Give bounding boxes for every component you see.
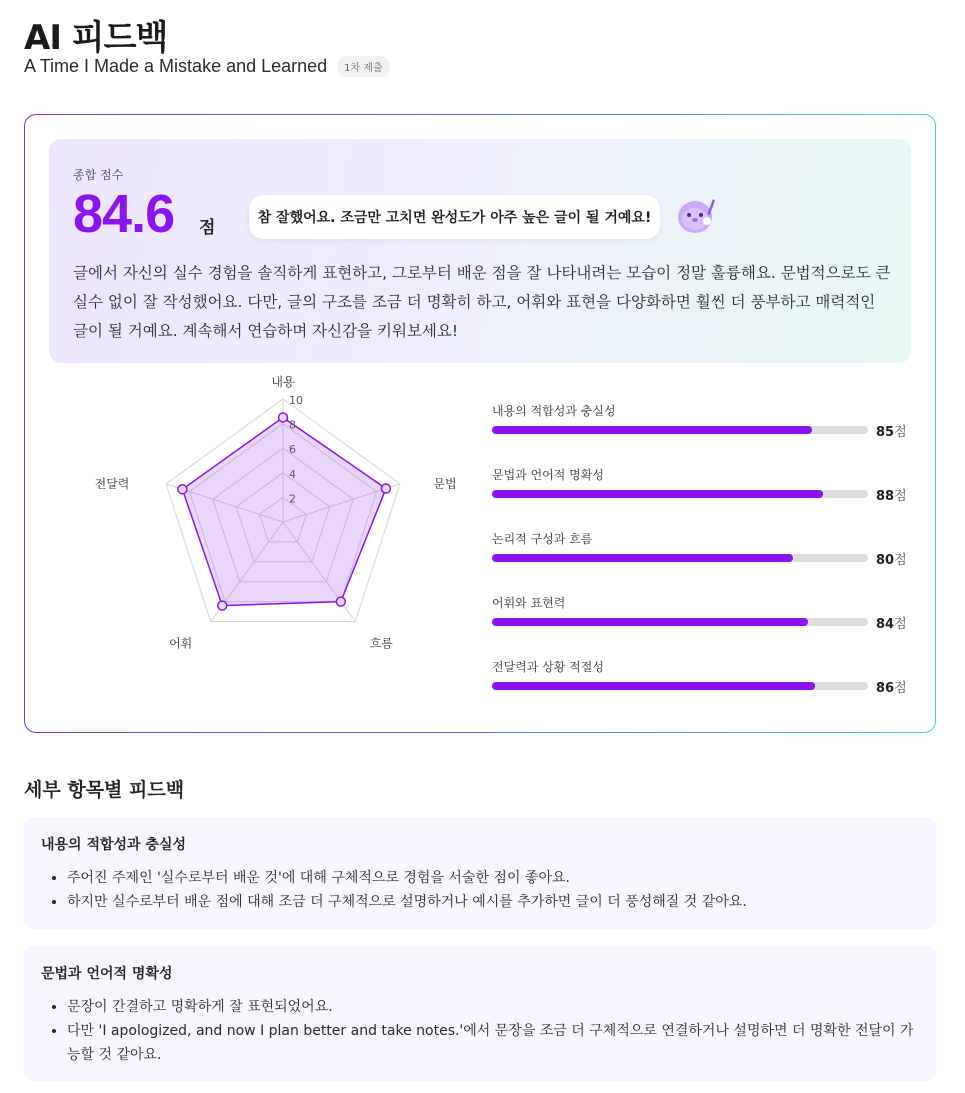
score-bar-fill — [492, 426, 812, 434]
purple-mascot-icon — [675, 191, 721, 237]
list-item: • 다만 'I apologized, and now I plan better and take notes.'에서 문장을 조금 더 구체적으로 연결하거나 설명하면 더 명확한 전달이 가능할 것 같아요. — [67, 1019, 919, 1067]
list-item: • 하지만 실수로부터 배운 점에 대해 조금 더 구체적으로 설명하거나 예시를 추가하면 글이 더 풍성해질 것 같아요. — [67, 890, 919, 914]
score-bar-track — [492, 682, 868, 690]
score-bar-item — [492, 592, 912, 656]
score-bar-value: 88점 — [876, 489, 907, 504]
detail-card-content — [24, 817, 936, 929]
subtitle-row — [24, 56, 390, 77]
comment-text: 참 잘했어요. 조금만 고치면 완성도가 아주 높은 글이 될 거예요! — [257, 210, 652, 226]
score-bar-fill — [492, 682, 815, 690]
score-bar-value: 84점 — [876, 617, 907, 632]
detail-card-list — [41, 995, 919, 1067]
score-unit: 점 — [199, 218, 216, 238]
radar-axis-label: 전달력 — [94, 476, 130, 491]
score-bar-track — [492, 618, 868, 626]
score-bar-track — [492, 554, 868, 562]
score-bar-item — [492, 464, 912, 528]
summary-text: 글에서 자신의 실수 경험을 솔직하게 표현하고, 그로부터 배운 점을 잘 나타내려는 모습이 정말 훌륭해요. 문법적으로도 큰 실수 없이 잘 작성했어요. 다만, 글의 구조를 조금 더 명확히 하고, 어휘와 표현을 다양화하면 훨씬 더 풍부하고 매력적인 글이 될 거예요. 계속해서 연습하며 자신감을 키워보세요! — [73, 264, 891, 340]
radar-axis-label: 내용 — [271, 375, 295, 389]
score-bar-label: 전달력과 상황 적절성 — [492, 660, 604, 674]
summary-box — [49, 139, 911, 363]
radar-point — [279, 413, 288, 422]
detail-card-title: 내용의 적합성과 충실성 — [41, 837, 186, 853]
score-bar-fill — [492, 618, 808, 626]
total-score-value: 84.6 — [73, 184, 175, 244]
radar-tick-label: 2 — [289, 492, 296, 506]
radar-chart — [73, 375, 457, 695]
radar-tick-label: 6 — [289, 443, 296, 457]
score-bars — [492, 400, 912, 720]
radar-tick-label: 10 — [289, 394, 303, 407]
score-bar-fill — [492, 554, 793, 562]
radar-axis-label: 어휘 — [169, 636, 193, 651]
score-bar-fill — [492, 490, 823, 498]
total-score-label: 종합 점수 — [73, 168, 124, 182]
score-bar-label: 어휘와 표현력 — [492, 596, 566, 610]
score-bar-value: 85점 — [876, 425, 907, 440]
detail-heading: 세부 항목별 피드백 — [24, 779, 185, 801]
score-bar-track — [492, 490, 868, 498]
radar-point — [178, 485, 187, 494]
comment-bubble — [249, 195, 660, 239]
page-title: AI 피드백 — [24, 18, 168, 58]
radar-series-area — [182, 417, 386, 605]
score-bar-item — [492, 656, 912, 720]
radar-tick-label: 8 — [289, 418, 296, 432]
detail-card-list — [41, 866, 919, 914]
radar-point — [336, 597, 345, 606]
score-bar-item — [492, 528, 912, 592]
detail-card-title: 문법과 언어적 명확성 — [41, 966, 173, 982]
detail-card-grammar — [24, 946, 936, 1081]
score-bar-label: 문법과 언어적 명확성 — [492, 468, 604, 482]
score-bar-value: 80점 — [876, 553, 907, 568]
list-item: • 문장이 간결하고 명확하게 잘 표현되었어요. — [67, 995, 919, 1019]
score-bar-label: 내용의 적합성과 충실성 — [492, 404, 616, 418]
list-item: • 주어진 주제인 '실수로부터 배운 것'에 대해 구체적으로 경험을 서술한 점이 좋아요. — [67, 866, 919, 890]
score-bar-track — [492, 426, 868, 434]
score-bar-item — [492, 400, 912, 464]
radar-tick-label: 4 — [289, 467, 296, 481]
radar-axis-label: 흐름 — [369, 636, 393, 651]
radar-axis-label: 문법 — [433, 476, 457, 491]
score-card — [24, 114, 936, 733]
radar-point — [381, 484, 390, 493]
essay-title: A Time I Made a Mistake and Learned — [24, 56, 328, 76]
submission-badge: 1차 제출 — [337, 56, 390, 77]
score-bar-value: 86점 — [876, 681, 907, 696]
radar-point — [218, 601, 227, 610]
score-bar-label: 논리적 구성과 흐름 — [492, 532, 593, 546]
